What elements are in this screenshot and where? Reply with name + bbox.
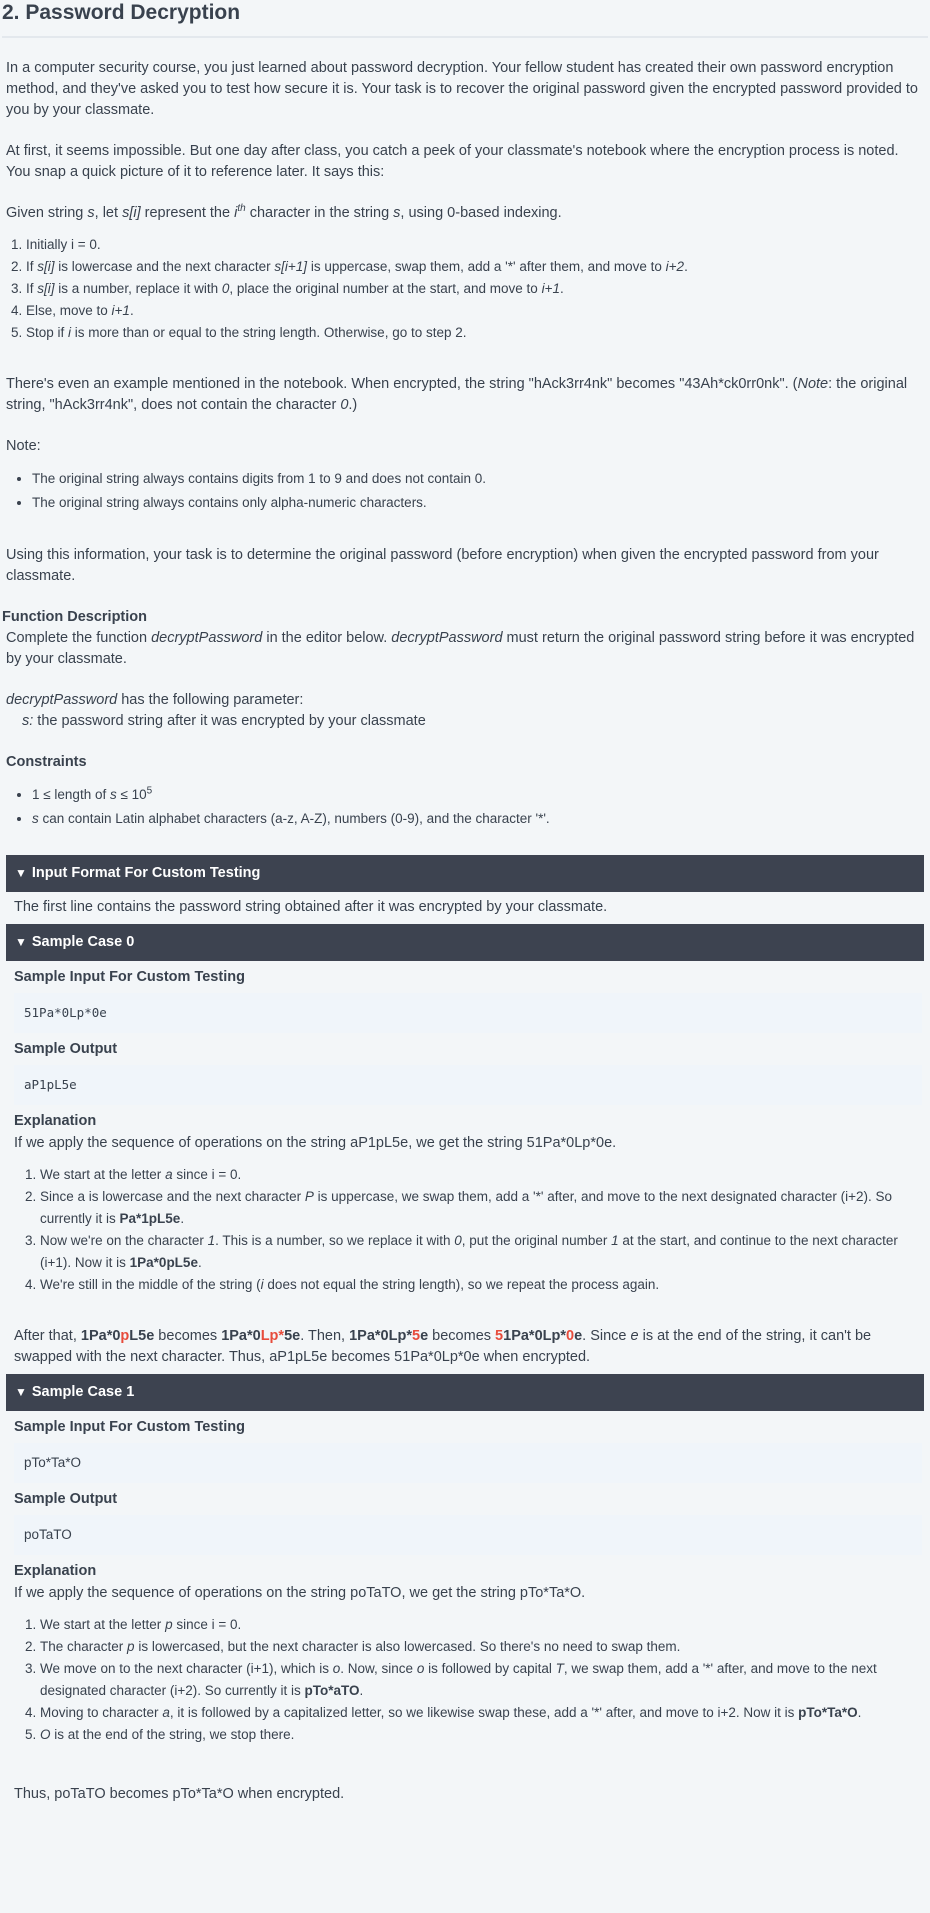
triangle-down-icon: ▼ — [15, 935, 27, 949]
sample0-steps — [0, 1164, 930, 1296]
sample1-conclusion: Thus, poTaTO becomes pTo*Ta*O when encrypted. — [14, 1786, 345, 1802]
intro-paragraph-2: At first, it seems impossible. But one day after class, you catch a peek of your classmate's notebook where the encryption process is noted. You snap a quick picture of it to reference later. It says this: — [6, 143, 899, 180]
function-description-text: Complete the function decryptPassword in the editor below. decryptPassword must return the original password string before it was encrypted by your classmate. — [6, 630, 915, 667]
step-item: 3. We move on to the next character (i+1), which is o. Now, since o is followed by capital T, we swap them, add a '*' after, and move to the next designated character (i+2). So currently it is pTo*aTO. — [40, 1658, 920, 1702]
sample0-after-paragraph: After that, 1Pa*0pL5e becomes 1Pa*0Lp*5e. Then, 1Pa*0Lp*5e becomes 51Pa*0Lp*0e. Since e is at the end of the string, it can't be swapped with the next character. Thus, aP1pL5e becomes 51Pa*0Lp*0e when encrypted. — [14, 1328, 872, 1365]
step-item: 4. We're still in the middle of the string (i does not equal the string length), so we repeat the process again. — [40, 1274, 920, 1296]
sample-output-code[interactable]: poTaTO — [14, 1515, 922, 1555]
intro-paragraph-1: In a computer security course, you just learned about password decryption. Your fellow student has created their own password encryption method, and they've asked you to test how secure it is. Your task is to recover the original password given the encrypted password provided to you by your classmate. — [6, 60, 918, 118]
sample-case-0-toggle[interactable]: ▼ Sample Case 0 — [6, 924, 924, 961]
parameter-s: s: the password string after it was encrypted by your classmate — [22, 713, 426, 729]
step-item: 3. If s[i] is a number, replace it with 0, place the original number at the start, and move to i+1. — [26, 278, 930, 300]
constraint-item: • 1 ≤ length of $s \le 10^5$ — [32, 783, 930, 807]
page-title: 2. Password Decryption — [2, 1, 241, 24]
step-item: 4. Else, move to i+1. — [26, 300, 930, 322]
input-format-toggle[interactable]: ▼ Input Format For Custom Testing — [6, 855, 924, 892]
step-item: 4. Moving to character a, it is followed by a capitalized letter, so we likewise swap these, add a '*' after, and move to i+2. Now it is pTo*Ta*O. — [40, 1702, 920, 1724]
step-item: 2. If s[i] is lowercase and the next character s[i+1] is uppercase, swap them, add a '*' after them, and move to i+2. — [26, 256, 930, 278]
task-paragraph: Using this information, your task is to determine the original password (before encryption) when given the encrypted password from your classmate. — [6, 547, 879, 584]
note-item: • The original string always contains only alpha-numeric characters. — [32, 491, 930, 515]
constraints-heading: Constraints — [6, 754, 87, 770]
constraints-list — [0, 783, 930, 831]
step-item: 5. Stop if i is more than or equal to the string length. Otherwise, go to step 2. — [26, 322, 930, 344]
sample-input-code[interactable]: 51Pa*0Lp*0e — [14, 993, 922, 1033]
input-format-text: The first line contains the password string obtained after it was encrypted by your classmate. — [14, 899, 608, 915]
parameter-intro: decryptPassword has the following parameter: — [6, 692, 304, 708]
encryption-steps — [0, 234, 930, 344]
step-item: 5. O is at the end of the string, we stop there. — [40, 1724, 920, 1746]
triangle-down-icon: ▼ — [15, 866, 27, 880]
sample-output-heading: Sample Output — [14, 1041, 118, 1057]
function-description-heading: Function Description — [2, 609, 147, 625]
note-item: • The original string always contains digits from 1 to 9 and does not contain 0. — [32, 467, 930, 491]
step-item: 2. The character p is lowercased, but the next character is also lowercased. So there's no need to swap them. — [40, 1636, 920, 1658]
step-item: 1. We start at the letter p since i = 0. — [40, 1614, 920, 1636]
sample1-steps — [0, 1614, 930, 1746]
sample-output-code[interactable]: aP1pL5e — [14, 1065, 922, 1105]
sample-input-heading: Sample Input For Custom Testing — [14, 1419, 245, 1435]
constraint-item: • s can contain Latin alphabet characters (a-z, A-Z), numbers (0-9), and the character '*'. — [32, 807, 930, 831]
step-item: 2. Since a is lowercase and the next character P is uppercase, we swap them, add a '*' after, and move to the next designated character (i+2). So currently it is Pa*1pL5e. — [40, 1186, 920, 1230]
note-label: Note: — [6, 438, 41, 454]
explanation-heading: Explanation — [14, 1113, 97, 1129]
explanation-text: If we apply the sequence of operations on the string poTaTO, we get the string pTo*Ta*O. — [14, 1585, 586, 1601]
example-paragraph: There's even an example mentioned in the notebook. When encrypted, the string "hAck3rr4nk" becomes "43Ah*ck0rr0nk". (Note: the original string, "hAck3rr4nk", does not contain the character 0.) — [6, 376, 908, 413]
sample-input-code[interactable]: pTo*Ta*O — [14, 1443, 922, 1483]
step-item: 1. We start at the letter a since i = 0. — [40, 1164, 920, 1186]
given-statement: Given string s, let s[i] represent the $i^{th}$ character in the string s, using 0-based indexing. — [6, 203, 562, 221]
triangle-down-icon: ▼ — [15, 1385, 27, 1399]
step-item: 1. Initially i = 0. — [26, 234, 930, 256]
explanation-heading: Explanation — [14, 1563, 97, 1579]
sample-output-heading: Sample Output — [14, 1491, 118, 1507]
sample-input-heading: Sample Input For Custom Testing — [14, 969, 245, 985]
sample-case-1-toggle[interactable]: ▼ Sample Case 1 — [6, 1374, 924, 1411]
step-item: 3. Now we're on the character 1. This is a number, so we replace it with 0, put the original number 1 at the start, and continue to the next character (i+1). Now it is 1Pa*0pL5e. — [40, 1230, 920, 1274]
notes-list — [0, 467, 930, 515]
explanation-text: If we apply the sequence of operations on the string aP1pL5e, we get the string 51Pa*0Lp*0e. — [14, 1135, 617, 1151]
